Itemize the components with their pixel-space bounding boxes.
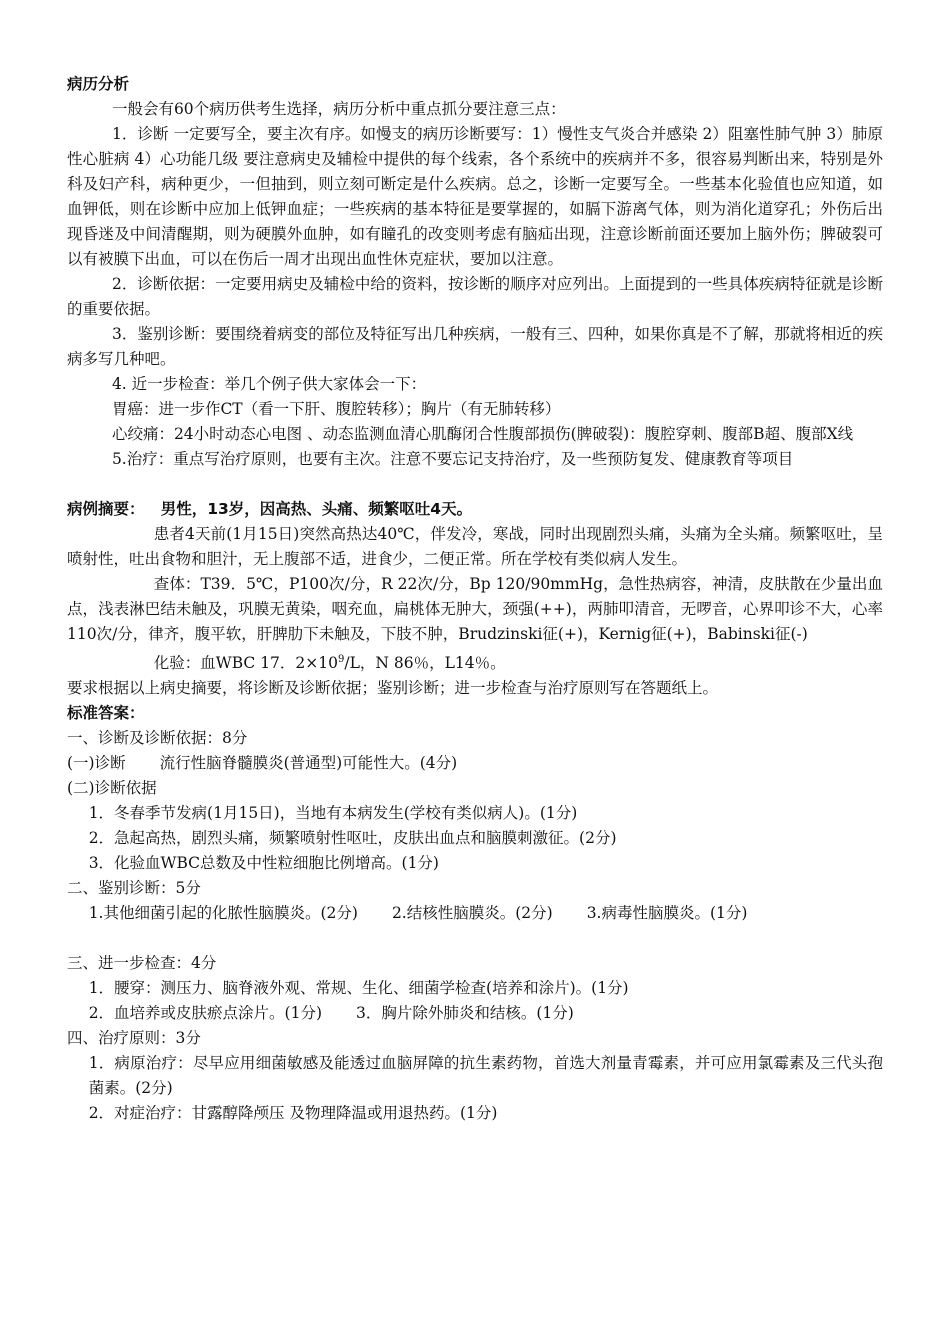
differential-item-2: 2.结核性脑膜炎。(2分) bbox=[391, 904, 553, 923]
diagnosis-text: 流行性脑脊髓膜炎(普通型)可能性大。(4分) bbox=[159, 754, 458, 773]
answer-diagnosis bbox=[67, 751, 883, 776]
basis-item-2: 2．急起高热，剧烈头痛，频繁喷射性呕吐，皮肤出血点和脑膜刺激征。(2分) bbox=[88, 829, 617, 848]
section-title: 病历分析 bbox=[67, 75, 130, 93]
answer-title: 标准答案： bbox=[67, 704, 145, 723]
point-4-further-exam: 4. 近一步检查：举几个例子供大家体会一下： bbox=[111, 375, 427, 393]
case-summary-label: 病例摘要： bbox=[67, 500, 145, 518]
exam-item-1: 1．腰穿：测压力、脑脊液外观、常规、生化、细菌学检查(培养和涂片)。(1分) bbox=[88, 979, 629, 998]
case-summary-heading bbox=[67, 497, 883, 522]
point-4-example-angina: 心绞痛：24小时动态心电图 、动态监测血清心肌酶闭合性腹部损伤(脾破裂)：腹腔穿刺、腹部B超、腹部X线 bbox=[111, 425, 854, 443]
basis-item-3: 3．化验血WBC总数及中性粒细胞比例增高。(1分) bbox=[88, 854, 439, 873]
lab-superscript: 9 bbox=[338, 654, 345, 665]
differential-item-1: 1.其他细菌引起的化脓性脑膜炎。(2分) bbox=[88, 904, 358, 923]
diagnosis-label: (一)诊断 bbox=[67, 754, 126, 773]
case-history: 患者4天前(1月15日)突然高热达40℃，伴发冷，寒战，同时出现剧烈头痛，头痛为全头痛。频繁呕吐，呈喷射性，吐出食物和胆汁，无上腹部不适，进食少，二便正常。所在学校有类似病人发生。 bbox=[67, 525, 883, 568]
point-3-differential: 3．鉴别诊断：要围绕着病变的部位及特征写出几种疾病，一般有三、四种，如果你真是不了解，那就将相近的疾病多写几种吧。 bbox=[67, 325, 883, 368]
treatment-item-2: 2．对症治疗：甘露醇降颅压 及物理降温或用退热药。(1分) bbox=[88, 1104, 498, 1123]
case-requirement: 要求根据以上病史摘要，将诊断及诊断依据；鉴别诊断；进一步检查与治疗原则写在答题纸上。 bbox=[67, 679, 719, 698]
answer-section-4: 四、治疗原则：3分 bbox=[67, 1029, 201, 1048]
basis-item-1: 1．冬春季节发病(1月15日)，当地有本病发生(学校有类似病人)。(1分) bbox=[88, 804, 578, 823]
exam-item-3: 3．胸片除外肺炎和结核。(1分) bbox=[356, 1004, 574, 1023]
lab-text-post: /L，N 86％，L14％。 bbox=[344, 654, 506, 673]
point-1-diagnosis: 1．诊断 一定要写全，要主次有序。如慢支的病历诊断要写：1）慢性支气炎合并感染 2）阻塞性肺气肿 3）肺原性心脏病 4）心功能几级 要注意病史及辅检中提供的每个线索，各个系统中的疾病并不多，很容易判断出来，特别是外科及妇产科，病种更少，一但抽到，则立刻可断定是什么疾病。总之，诊断一定要写全。一些基本化验值也应知道，如血钾低，则在诊断中应加上低钾血症；一些疾病的基本特征是要掌握的，如膈下游离气体，则为消化道穿孔；外伤后出现昏迷及中间清醒期，则为硬膜外血肿，如有瞳孔的改变则考虑有脑疝出现，注意诊断前面还要加上脑外伤；脾破裂可以有被膜下出血，可以在伤后一周才出现出血性休克症状，要加以注意。 bbox=[67, 125, 883, 268]
point-5-treatment: 5.治疗：重点写治疗原则，也要有主次。注意不要忘记支持治疗，及一些预防复发、健康教育等项目 bbox=[111, 450, 794, 468]
intro-paragraph: 一般会有60个病历供考生选择，病历分析中重点抓分要注意三点： bbox=[111, 100, 566, 118]
differential-item-3: 3.病毒性脑膜炎。(1分) bbox=[586, 904, 748, 923]
case-lab bbox=[67, 647, 883, 676]
exam-item-2: 2．血培养或皮肤瘀点涂片。(1分) bbox=[88, 1004, 323, 1023]
exam-items-2-3 bbox=[67, 1001, 883, 1026]
treatment-item-1: 1．病原治疗：尽早应用细菌敏感及能透过血脑屏障的抗生素药物，首选大剂量青霉素，并可应用氯霉素及三代头孢菌素。(2分) bbox=[88, 1054, 883, 1098]
point-4-example-gastric: 胃癌：进一步作CT（看一下肝、腹腔转移）；胸片（有无肺转移） bbox=[111, 400, 561, 418]
lab-text-pre: 化验：血WBC 17．2×10 bbox=[153, 654, 338, 673]
document-page bbox=[67, 72, 883, 1126]
case-summary-text: 男性，13岁，因高热、头痛、频繁呕吐4天。 bbox=[160, 500, 473, 518]
answer-section-2: 二、鉴别诊断：5分 bbox=[67, 879, 201, 898]
differential-list bbox=[67, 901, 883, 926]
answer-section-1: 一、诊断及诊断依据：8分 bbox=[67, 729, 248, 748]
answer-section-3: 三、进一步检查：4分 bbox=[67, 954, 217, 973]
answer-basis-heading: (二)诊断依据 bbox=[67, 779, 157, 798]
point-2-basis: 2．诊断依据：一定要用病史及辅检中给的资料，按诊断的顺序对应列出。上面提到的一些具体疾病特征就是诊断的重要依据。 bbox=[67, 275, 883, 318]
case-physical-exam: 查体：T39．5℃，P100次/分，R 22次/分，Bp 120/90mmHg，急性热病容，神清，皮肤散在少量出血点，浅表淋巴结未触及，巩膜无黄染，咽充血，扁桃体无肿大，颈强(++)，两肺叩清音，无啰音，心界叩诊不大，心率110次/分，律齐，腹平软，肝脾肋下未触及，下肢不肿，Brudzinski征(+)，Kernig征(+)，Babinski征(-) bbox=[67, 575, 883, 643]
